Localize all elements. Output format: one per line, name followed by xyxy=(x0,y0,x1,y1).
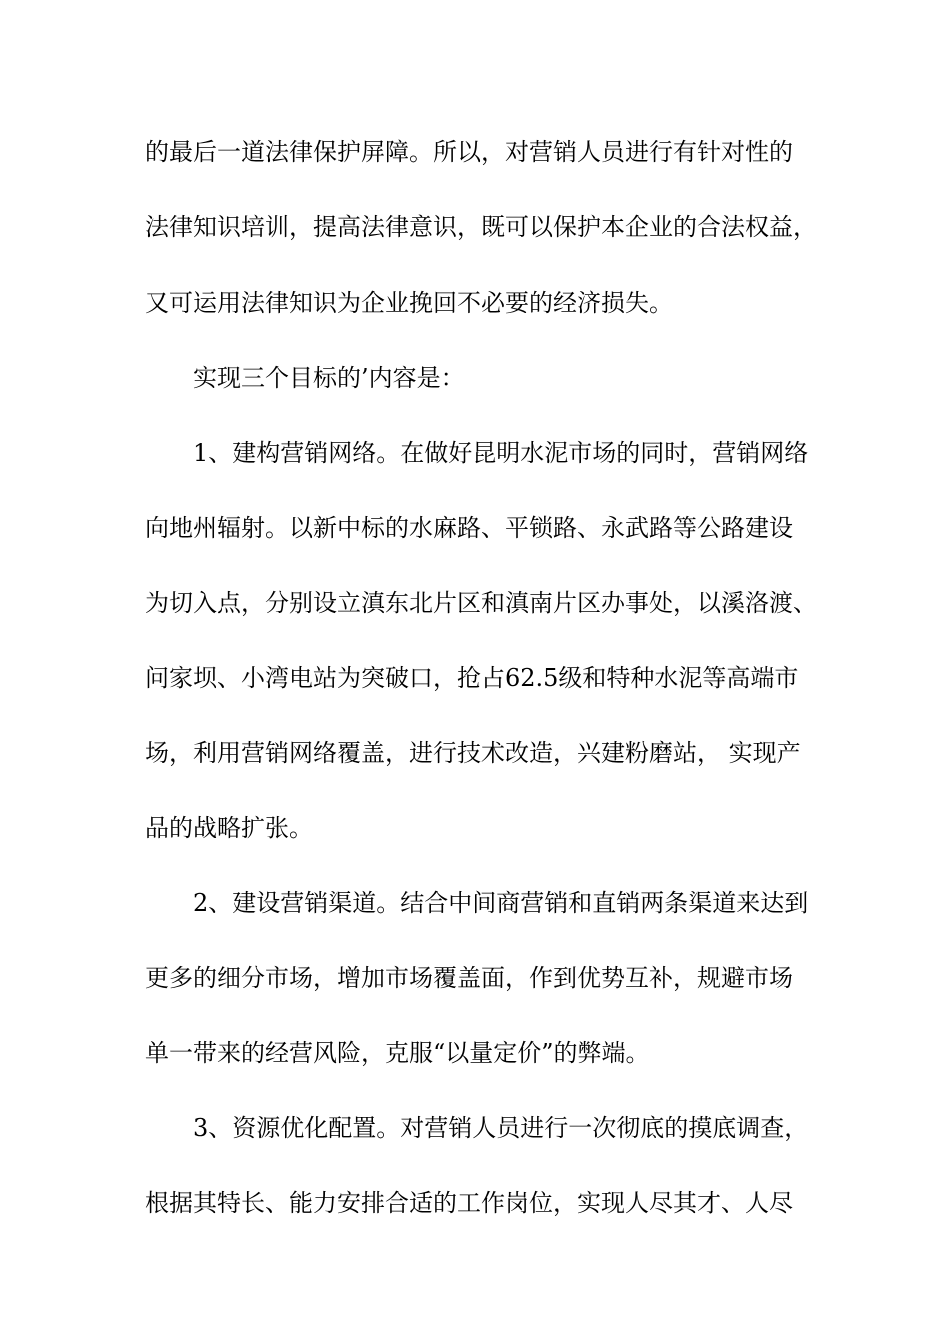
text-line: 根据其特长、能力安排合适的工作岗位，实现人尽其才、人尽 xyxy=(145,1189,793,1217)
paragraph-first-line: 实现三个目标的’内容是： xyxy=(193,364,465,392)
text-line: 又可运用法律知识为企业挽回不必要的经济损失。 xyxy=(145,289,673,317)
text-line: 单一带来的经营风险，克服“以量定价”的弊端。 xyxy=(145,1039,650,1067)
paragraph-first-line: 2、建设营销渠道。结合中间商营销和直销两条渠道来达到 xyxy=(193,889,809,917)
text-line: 法律知识培训，提高法律意识，既可以保护本企业的合法权益， xyxy=(145,213,817,241)
text-line: 问家坝、小湾电站为突破口，抢占62.5级和特种水泥等高端市 xyxy=(145,664,799,692)
paragraph-first-line: 3、资源优化配置。对营销人员进行一次彻底的摸底调查， xyxy=(193,1114,809,1142)
text-line: 向地州辐射。以新中标的水麻路、平锁路、永武路等公路建设 xyxy=(145,514,793,542)
paragraph-first-line: 1、建构营销网络。在做好昆明水泥市场的同时，营销网络 xyxy=(193,439,809,467)
text-line: 更多的细分市场，增加市场覆盖面，作到优势互补，规避市场 xyxy=(145,964,793,992)
text-line: 为切入点，分别设立滇东北片区和滇南片区办事处，以溪洛渡、 xyxy=(145,589,817,617)
text-line: 品的战略扩张。 xyxy=(145,814,313,842)
text-line: 的最后一道法律保护屏障。所以，对营销人员进行有针对性的 xyxy=(145,138,793,166)
text-line: 场，利用营销网络覆盖，进行技术改造，兴建粉磨站， 实现产 xyxy=(145,739,801,767)
